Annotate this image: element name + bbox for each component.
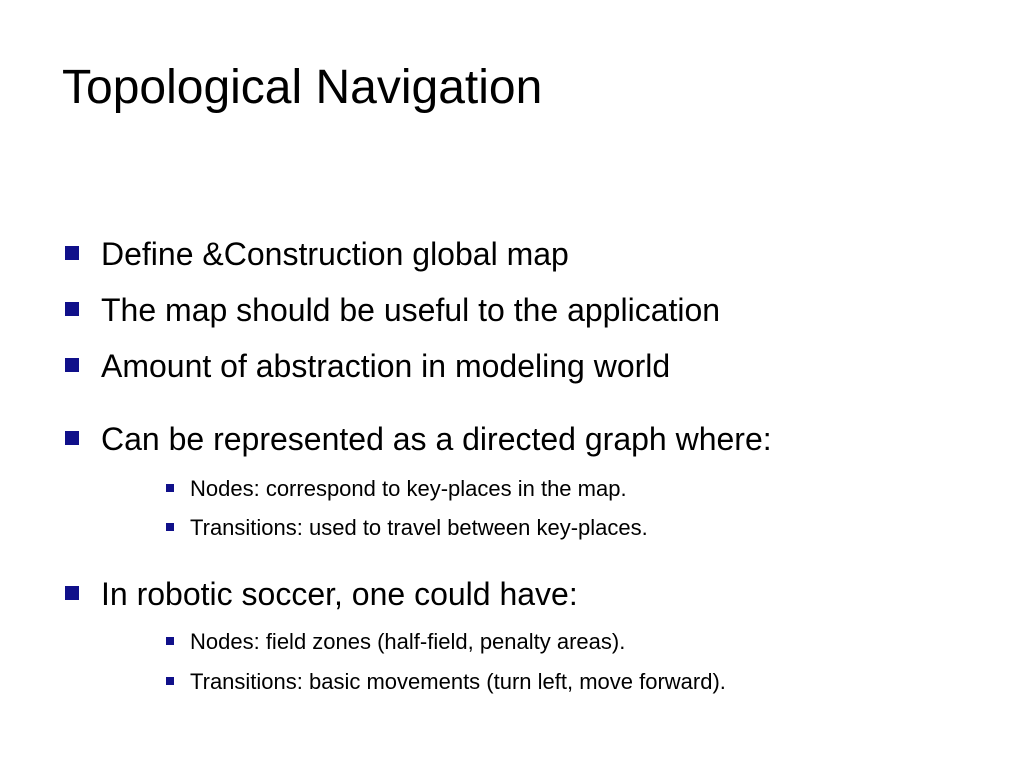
sub-bullet-text: Transitions: basic movements (turn left, move forward).	[190, 669, 726, 694]
slide-title: Topological Navigation	[62, 61, 543, 114]
sub-bullet-text: Nodes: field zones (half-field, penalty areas).	[190, 629, 626, 654]
square-bullet-icon	[65, 431, 79, 445]
square-bullet-icon	[166, 677, 174, 685]
bullet-text: Can be represented as a directed graph where:	[101, 421, 772, 457]
square-bullet-icon	[166, 484, 174, 492]
bullet-text: Define &Construction global map	[101, 236, 569, 272]
sub-bullet-text: Nodes: correspond to key-places in the map.	[190, 476, 627, 501]
square-bullet-icon	[166, 523, 174, 531]
square-bullet-icon	[65, 246, 79, 260]
bullet-text: Amount of abstraction in modeling world	[101, 348, 671, 384]
square-bullet-icon	[65, 586, 79, 600]
sub-bullet-text: Transitions: used to travel between key-places.	[190, 515, 648, 540]
bullet-text: The map should be useful to the application	[101, 292, 721, 328]
square-bullet-icon	[166, 637, 174, 645]
square-bullet-icon	[65, 302, 79, 316]
square-bullet-icon	[65, 358, 79, 372]
bullet-text: In robotic soccer, one could have:	[101, 576, 578, 612]
